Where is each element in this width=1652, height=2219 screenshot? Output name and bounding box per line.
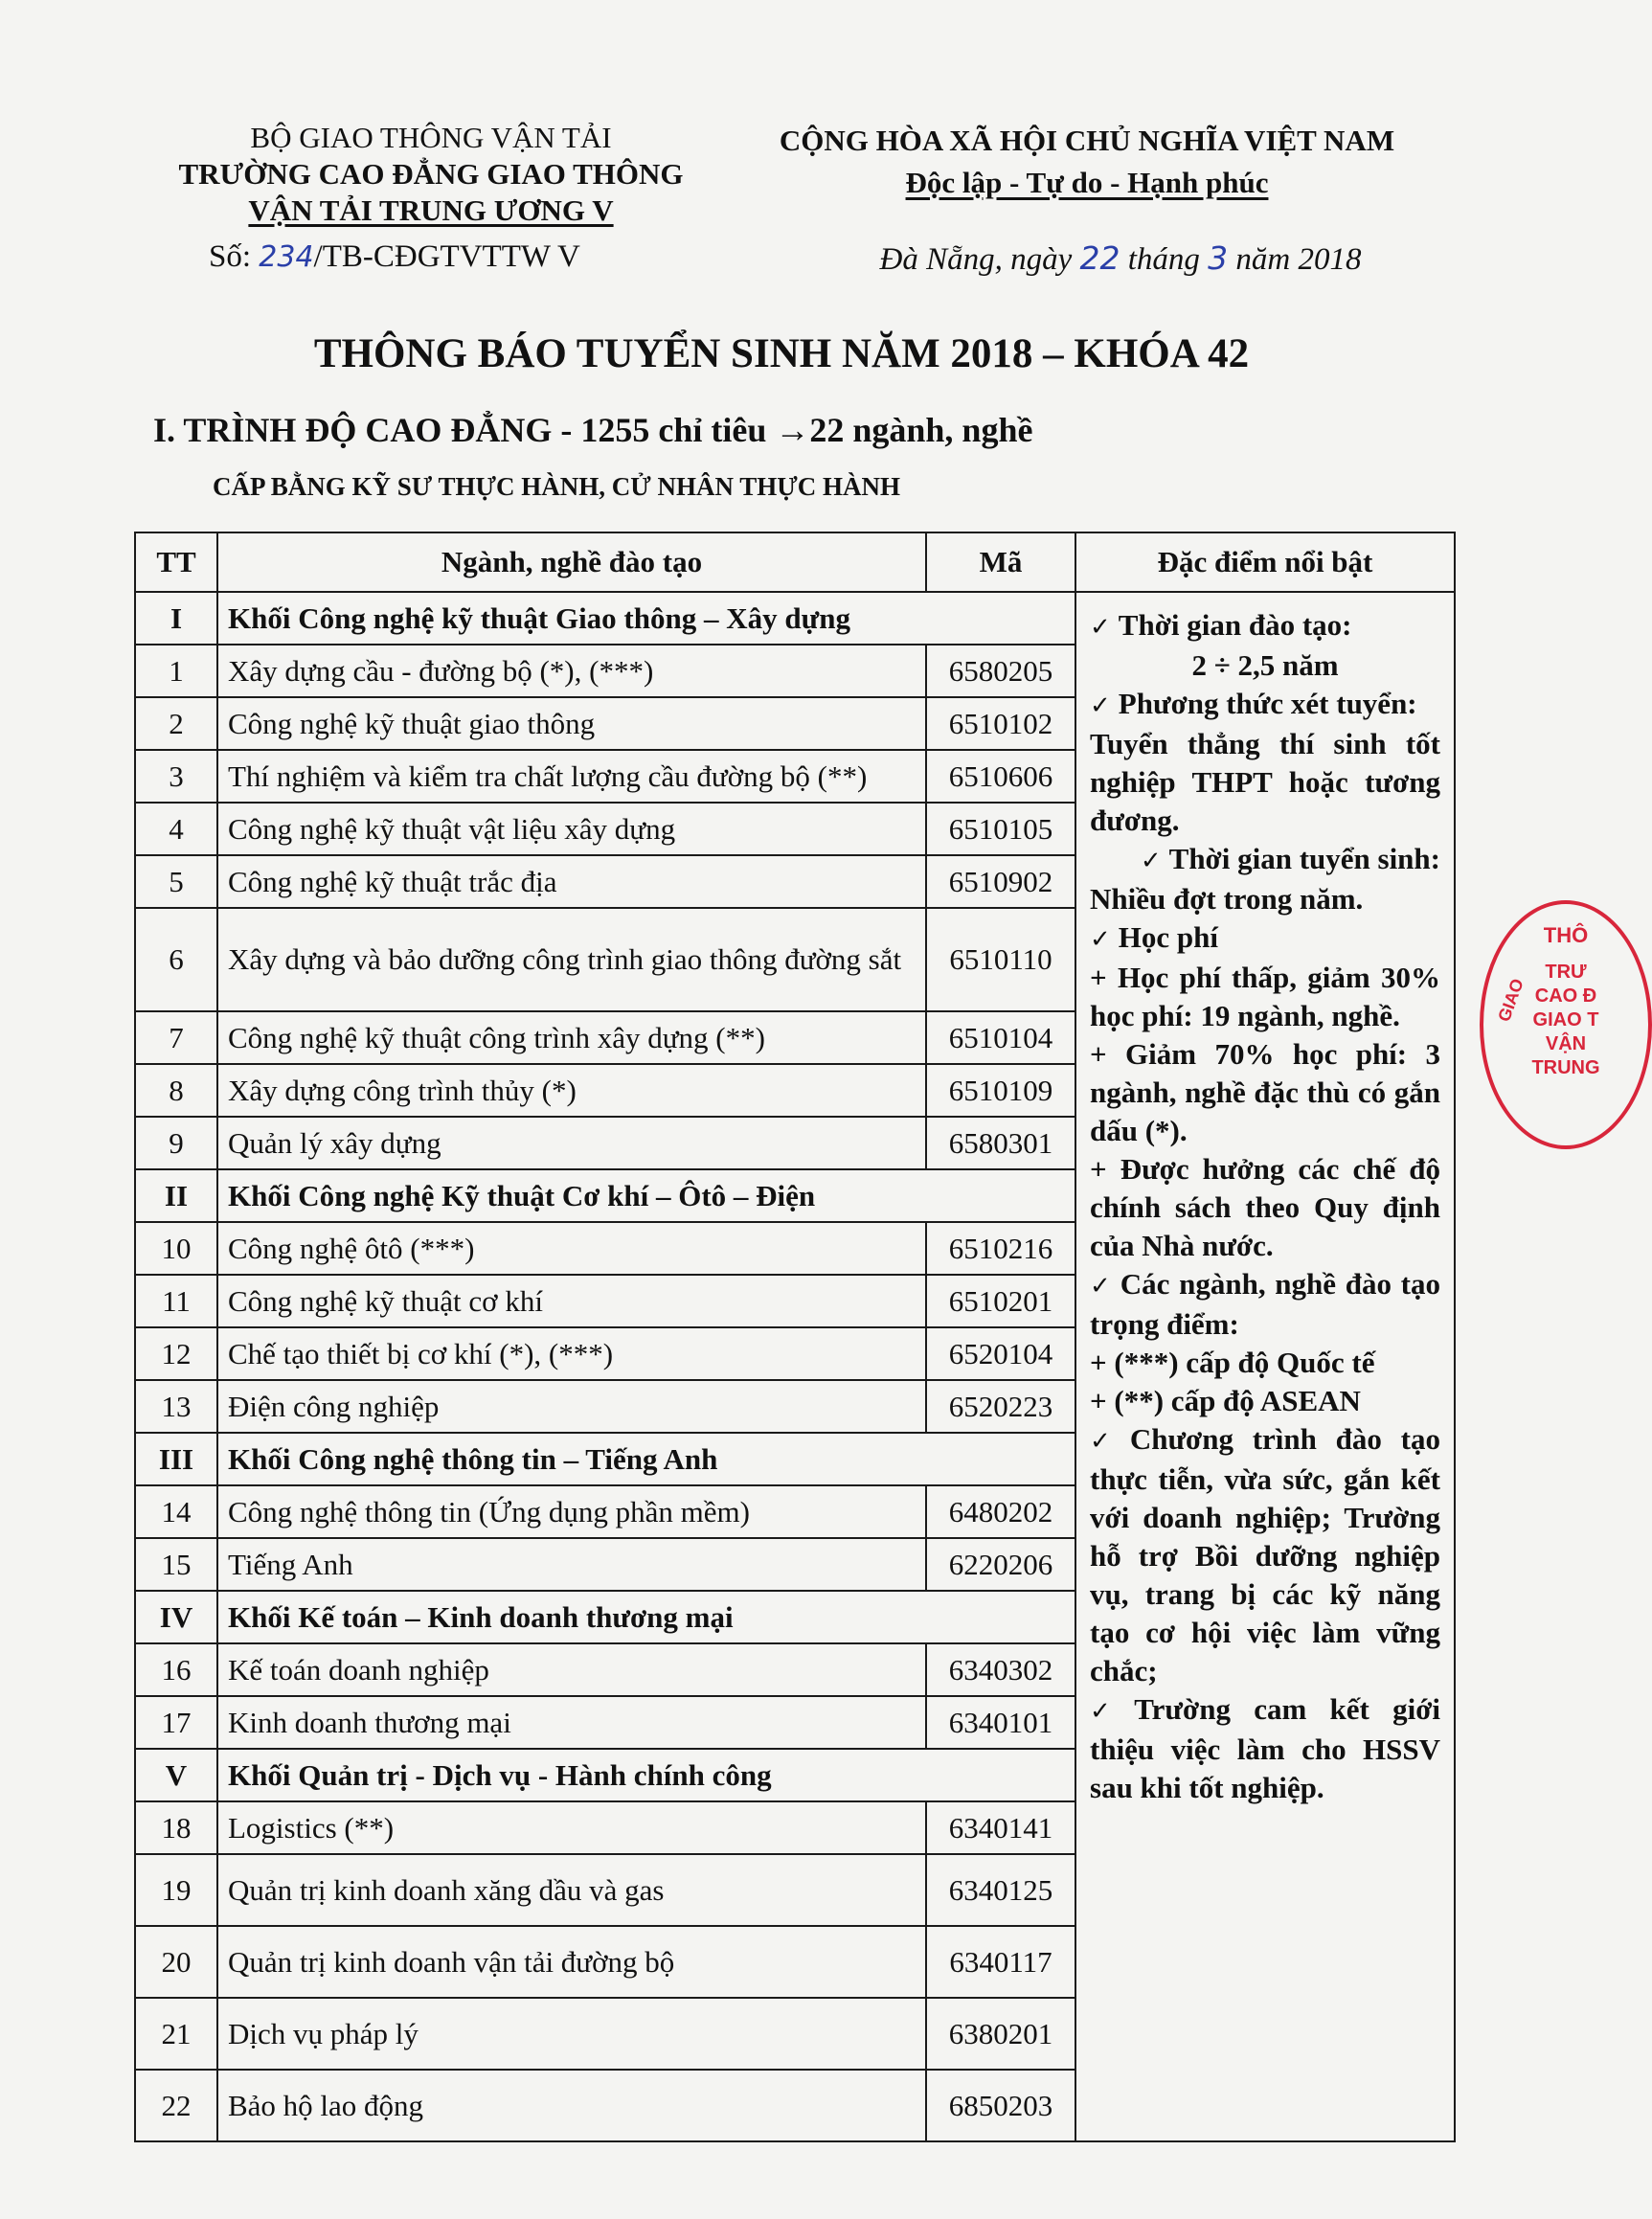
row-code: 6380201 [926, 1998, 1075, 2070]
row-program: Công nghệ kỹ thuật trắc địa [217, 855, 926, 908]
row-tt: 8 [135, 1064, 217, 1117]
row-tt: 4 [135, 803, 217, 855]
row-code: 6850203 [926, 2070, 1075, 2141]
row-program: Thí nghiệm và kiểm tra chất lượng cầu đường bộ (**) [217, 750, 926, 803]
school-name-line1: TRƯỜNG CAO ĐẲNG GIAO THÔNG [178, 157, 684, 191]
row-program: Quản lý xây dựng [217, 1117, 926, 1169]
stamp-line: CAO Đ [1534, 985, 1597, 1007]
number-suffix: /TB-CĐGTVTTW V [313, 239, 580, 274]
date-line [785, 239, 1456, 278]
row-code: 6510110 [926, 908, 1075, 1011]
feature-period: ✓ Thời gian tuyển sinh: [1140, 842, 1440, 875]
row-tt: 7 [135, 1011, 217, 1064]
row-program: Xây dựng công trình thủy (*) [217, 1064, 926, 1117]
row-code: 6510216 [926, 1222, 1075, 1275]
check-icon: ✓ [1090, 1697, 1127, 1726]
row-program: Logistics (**) [217, 1801, 926, 1854]
group-name: Khối Quản trị - Dịch vụ - Hành chính công [217, 1749, 1075, 1801]
official-stamp [1480, 900, 1652, 1149]
feature-admission: ✓ Phương thức xét tuyển: [1090, 687, 1417, 720]
stamp-line: VẬN [1545, 1033, 1587, 1054]
row-tt: 16 [135, 1643, 217, 1696]
header-right [737, 120, 1437, 204]
row-program: Chế tạo thiết bị cơ khí (*), (***) [217, 1327, 926, 1380]
programs-table [134, 532, 1456, 2142]
row-program: Xây dựng cầu - đường bộ (*), (***) [217, 645, 926, 697]
row-program: Dịch vụ pháp lý [217, 1998, 926, 2070]
date-year: năm 2018 [1235, 242, 1362, 277]
feature-key: ✓ Các ngành, nghề đào tạo trọng điểm: [1090, 1267, 1440, 1341]
row-code: 6220206 [926, 1538, 1075, 1591]
row-code: 6510105 [926, 803, 1075, 855]
row-tt: 1 [135, 645, 217, 697]
row-tt: 21 [135, 1998, 217, 2070]
row-program: Tiếng Anh [217, 1538, 926, 1591]
row-tt: 10 [135, 1222, 217, 1275]
row-tt: 18 [135, 1801, 217, 1854]
feature-key-line2: + (**) cấp độ ASEAN [1090, 1384, 1361, 1417]
check-icon: ✓ [1090, 613, 1111, 642]
row-code: 6520104 [926, 1327, 1075, 1380]
feature-fee-line3: + Được hưởng các chế độ chính sách theo Quy định của Nhà nước. [1090, 1152, 1440, 1262]
row-tt: 12 [135, 1327, 217, 1380]
row-tt: 15 [135, 1538, 217, 1591]
group-roman: II [135, 1169, 217, 1222]
check-icon: ✓ [1090, 691, 1111, 720]
row-tt: 19 [135, 1854, 217, 1926]
document-number [209, 239, 580, 275]
row-code: 6510104 [926, 1011, 1075, 1064]
date-day: 22 [1079, 239, 1120, 277]
row-program: Kinh doanh thương mại [217, 1696, 926, 1749]
stamp-line: TRUNG [1531, 1057, 1600, 1078]
group-roman: III [135, 1433, 217, 1485]
feature-fee-line1: + Học phí thấp, giảm 30% học phí: 19 ngành, nghề. [1090, 961, 1440, 1032]
header-features: Đặc điểm nổi bật [1075, 532, 1455, 592]
school-name-line2: VẬN TẢI TRUNG ƯƠNG V [248, 193, 614, 227]
row-tt: 22 [135, 2070, 217, 2141]
feature-key-line1: + (***) cấp độ Quốc tế [1090, 1346, 1375, 1379]
row-tt: 5 [135, 855, 217, 908]
section-subtitle: CẤP BẰNG KỸ SƯ THỰC HÀNH, CỬ NHÂN THỰC HÀNH [213, 472, 901, 501]
row-code: 6340141 [926, 1801, 1075, 1854]
page-title: THÔNG BÁO TUYỂN SINH NĂM 2018 – KHÓA 42 [313, 331, 1250, 376]
row-program: Công nghệ kỹ thuật cơ khí [217, 1275, 926, 1327]
row-code: 6340125 [926, 1854, 1075, 1926]
date-place: Đà Nẵng, ngày [879, 242, 1073, 277]
stamp-line: GIAO T [1532, 1009, 1599, 1030]
national-motto: Độc lập - Tự do - Hạnh phúc [905, 166, 1269, 199]
table-header-row [135, 532, 1455, 592]
header-tt: TT [135, 532, 217, 592]
row-program: Xây dựng và bảo dưỡng công trình giao thông đường sắt [217, 908, 926, 1011]
row-code: 6580301 [926, 1117, 1075, 1169]
row-program: Công nghệ kỹ thuật giao thông [217, 697, 926, 750]
header-program: Ngành, nghề đào tạo [217, 532, 926, 592]
row-code: 6480202 [926, 1485, 1075, 1538]
feature-admission-text: Tuyển thẳng thí sinh tốt nghiệp THPT hoặc tương đương. [1090, 727, 1440, 837]
group-name: Khối Công nghệ Kỹ thuật Cơ khí – Ôtô – Điện [217, 1169, 1075, 1222]
date-month: 3 [1208, 239, 1229, 277]
check-icon: ✓ [1090, 925, 1111, 954]
check-icon: ✓ [1090, 1272, 1113, 1301]
header-left [153, 120, 709, 229]
row-code: 6340117 [926, 1926, 1075, 1998]
row-code: 6510201 [926, 1275, 1075, 1327]
section-title: I. TRÌNH ĐỘ CAO ĐẲNG - 1255 chỉ tiêu →22 ngành, nghề [153, 411, 1033, 449]
row-tt: 13 [135, 1380, 217, 1433]
row-program: Quản trị kinh doanh vận tải đường bộ [217, 1926, 926, 1998]
row-program: Công nghệ kỹ thuật công trình xây dựng (**) [217, 1011, 926, 1064]
row-tt: 6 [135, 908, 217, 1011]
group-roman: I [135, 592, 217, 645]
date-month-label: tháng [1127, 242, 1200, 277]
row-program: Kế toán doanh nghiệp [217, 1643, 926, 1696]
stamp-top-text: THÔ [1543, 923, 1589, 947]
row-code: 6580205 [926, 645, 1075, 697]
row-tt: 3 [135, 750, 217, 803]
group-name: Khối Công nghệ thông tin – Tiếng Anh [217, 1433, 1075, 1485]
group-roman: V [135, 1749, 217, 1801]
check-icon: ✓ [1140, 847, 1162, 875]
group-roman: IV [135, 1591, 217, 1643]
row-code: 6510902 [926, 855, 1075, 908]
row-code: 6340302 [926, 1643, 1075, 1696]
feature-period-text: Nhiều đợt trong năm. [1090, 882, 1364, 916]
group-row [135, 592, 1455, 645]
ministry-name: BỘ GIAO THÔNG VẬN TẢI [250, 121, 612, 154]
feature-commit: ✓ Trường cam kết giới thiệu việc làm cho HSSV sau khi tốt nghiệp. [1090, 1692, 1440, 1804]
number-handwritten: 234 [259, 240, 314, 274]
feature-duration: ✓ Thời gian đào tạo: [1090, 608, 1352, 642]
row-tt: 9 [135, 1117, 217, 1169]
header-code: Mã [926, 532, 1075, 592]
check-icon: ✓ [1090, 1427, 1122, 1456]
row-tt: 2 [135, 697, 217, 750]
row-program: Điện công nghiệp [217, 1380, 926, 1433]
row-tt: 20 [135, 1926, 217, 1998]
row-tt: 11 [135, 1275, 217, 1327]
number-prefix: Số: [209, 239, 252, 274]
feature-fee: ✓ Học phí [1090, 920, 1219, 954]
row-tt: 14 [135, 1485, 217, 1538]
row-code: 6510606 [926, 750, 1075, 803]
row-code: 6510102 [926, 697, 1075, 750]
country-name: CỘNG HÒA XÃ HỘI CHỦ NGHĨA VIỆT NAM [779, 124, 1395, 157]
stamp-ring-text: GIAO [1494, 976, 1528, 1025]
row-program: Công nghệ kỹ thuật vật liệu xây dựng [217, 803, 926, 855]
row-tt: 17 [135, 1696, 217, 1749]
row-program: Công nghệ thông tin (Ứng dụng phần mềm) [217, 1485, 926, 1538]
group-name: Khối Công nghệ kỹ thuật Giao thông – Xây dựng [217, 592, 1075, 645]
row-code: 6340101 [926, 1696, 1075, 1749]
group-name: Khối Kế toán – Kinh doanh thương mại [217, 1591, 1075, 1643]
row-program: Quản trị kinh doanh xăng dầu và gas [217, 1854, 926, 1926]
row-code: 6510109 [926, 1064, 1075, 1117]
row-program: Công nghệ ôtô (***) [217, 1222, 926, 1275]
features-cell [1075, 592, 1455, 2141]
feature-duration-value: 2 ÷ 2,5 năm [1191, 648, 1339, 682]
row-code: 6520223 [926, 1380, 1075, 1433]
feature-program: ✓ Chương trình đào tạo thực tiễn, vừa sức, gắn kết với doanh nghiệp; Trường hỗ trợ Bồi dưỡng nghiệp vụ, trang bị các kỹ năng tạo cơ hội việc làm vững chắc; [1090, 1422, 1440, 1687]
feature-fee-line2: + Giảm 70% học phí: 3 ngành, nghề đặc thù có gắn dấu (*). [1090, 1037, 1440, 1147]
stamp-line: TRƯ [1545, 962, 1587, 983]
row-program: Bảo hộ lao động [217, 2070, 926, 2141]
